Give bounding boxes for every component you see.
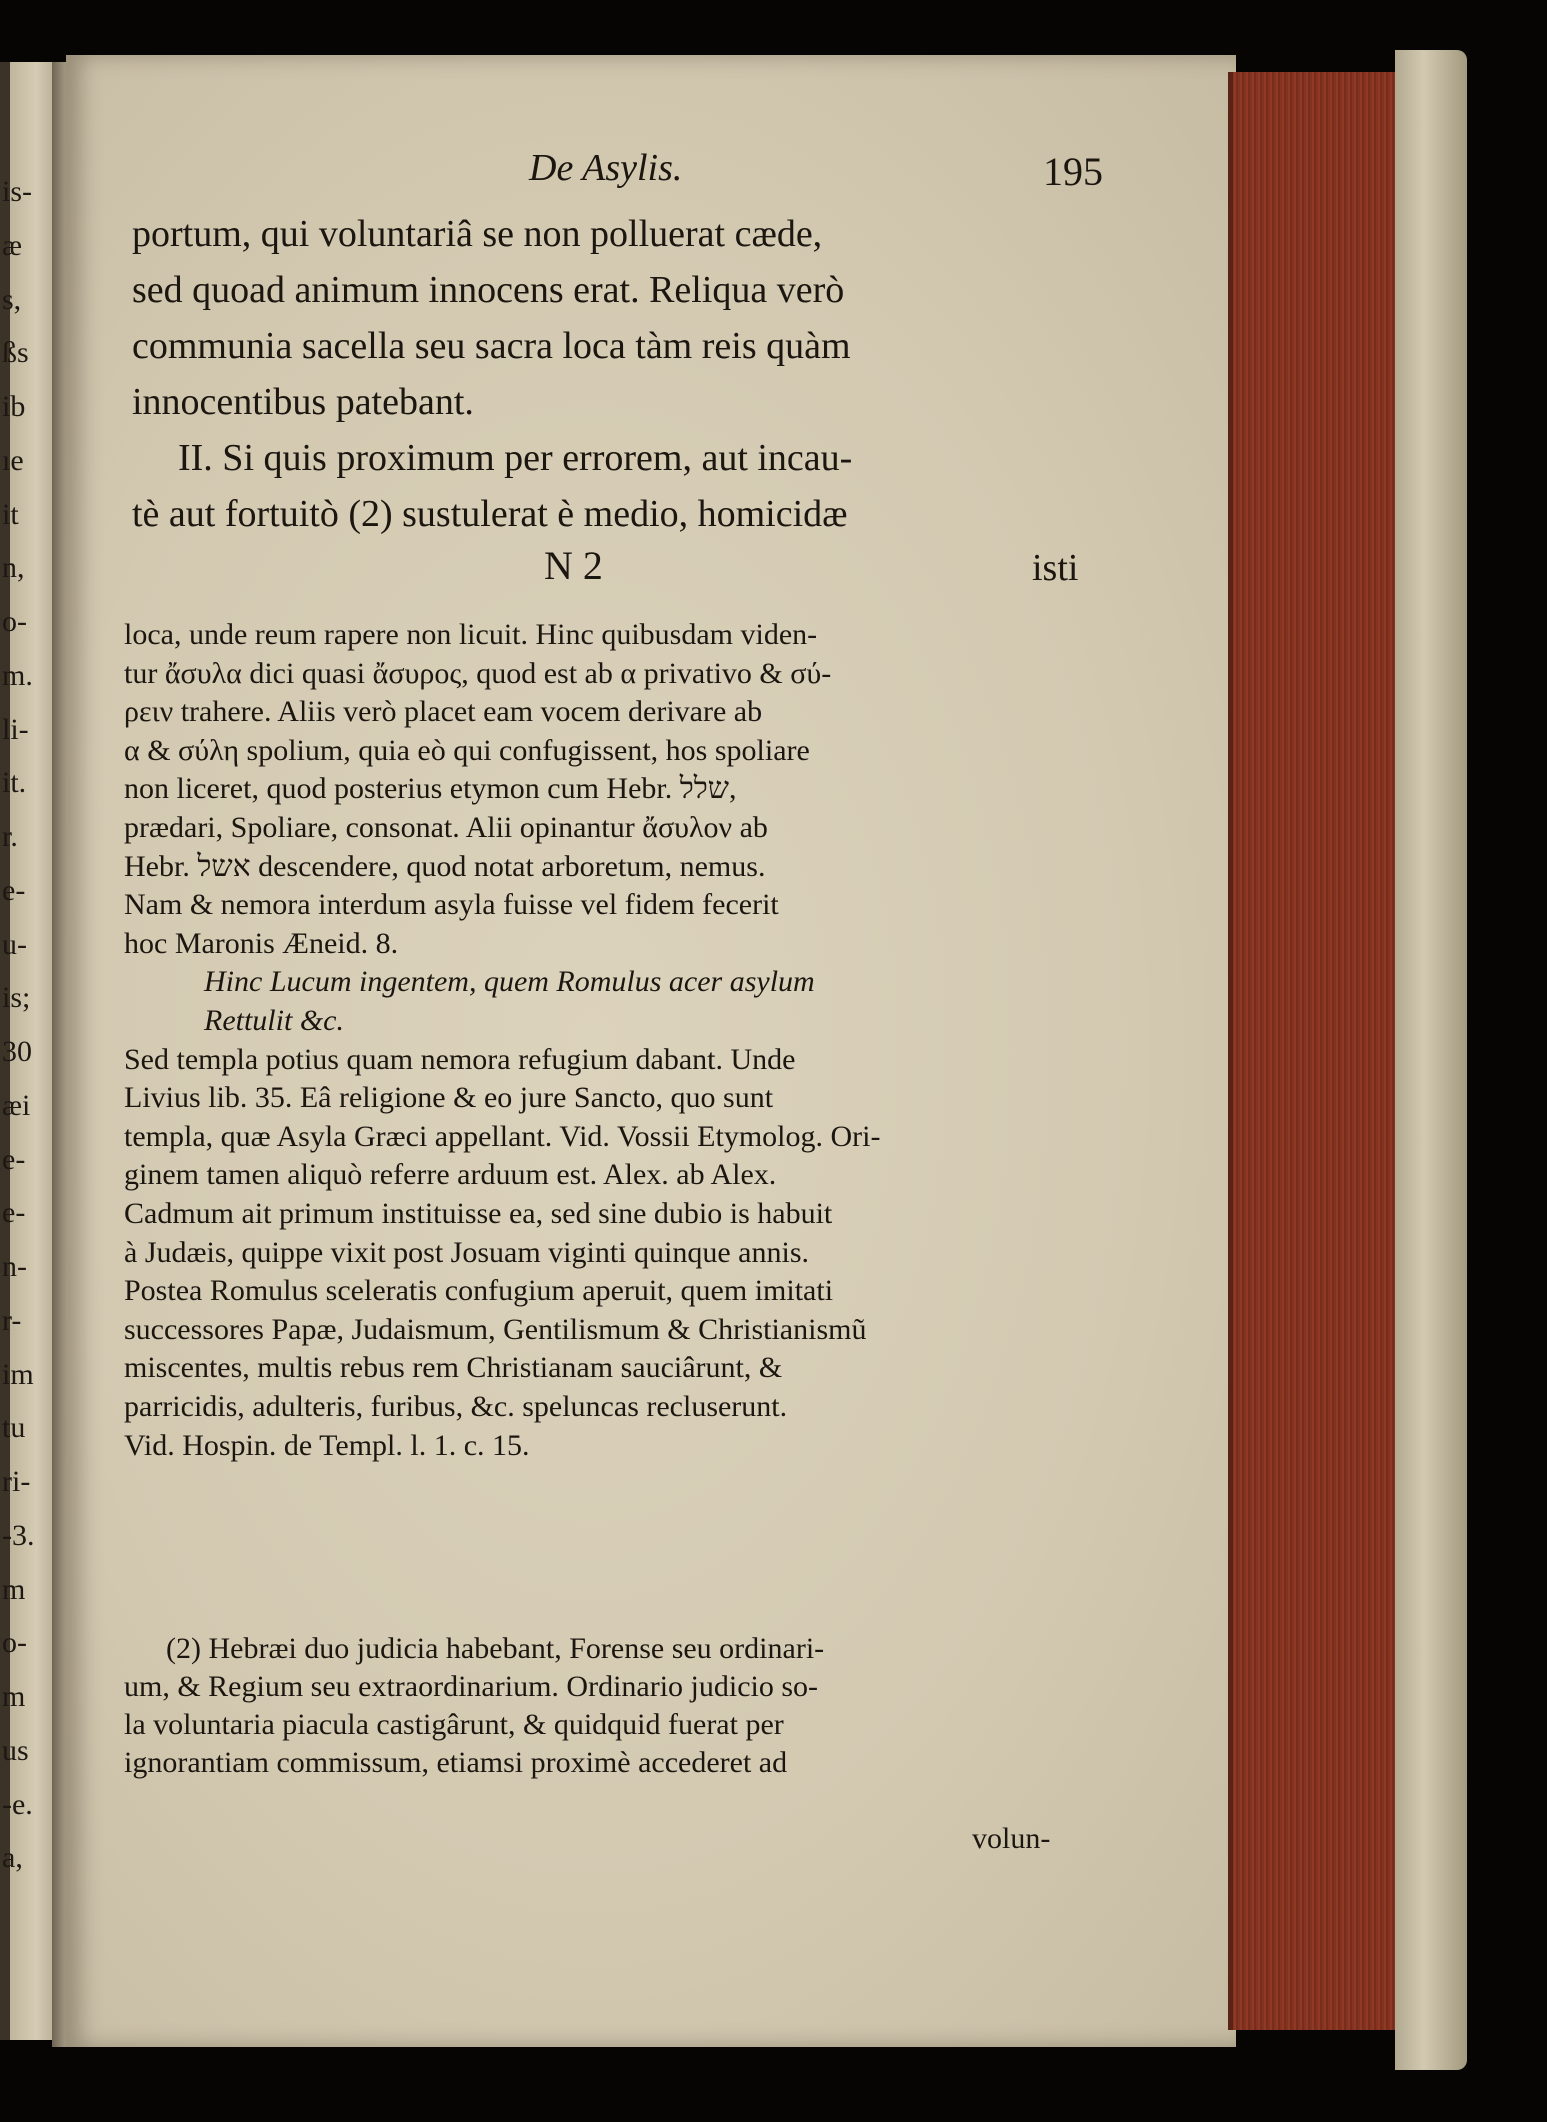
catchword-bottom: volun- — [972, 1822, 1051, 1855]
facing-page-margin-fragment: 30 — [2, 1035, 32, 1068]
facing-page-margin-fragment: it — [2, 497, 19, 531]
foot-text-line: (2) Hebræi duo judicia habebant, Forense seu ordinari- — [166, 1632, 825, 1665]
facing-page-margin-fragment: li- — [2, 712, 29, 746]
note-text-line: Hebr. אשל descendere, quod notat arboretum, nemus. — [124, 849, 766, 883]
facing-page-margin-fragment: ri- — [2, 1465, 31, 1498]
note-text-line: ρειν trahere. Aliis verò placet eam vocem derivare ab — [124, 695, 763, 729]
facing-page-margin-fragment: is; — [2, 981, 31, 1015]
note-text-line: α & σύλη spolium, quia eò qui confugissent, hos spoliare — [124, 733, 810, 767]
facing-page-margin-fragment: ıe — [2, 443, 24, 477]
note-text-line: templa, quæ Asyla Græci appellant. Vid. Vossii Etymolog. Ori- — [124, 1119, 881, 1153]
note-text-line: parricidis, adulteris, furibus, &c. speluncas recluserunt. — [124, 1390, 788, 1423]
facing-page-margin-fragment: im — [2, 1357, 34, 1391]
body-text-line: innocentibus patebant. — [132, 381, 474, 423]
body-text-line: portum, qui voluntariâ se non polluerat cæde, — [132, 213, 823, 255]
facing-page-margin-fragment: us — [2, 1733, 29, 1767]
book-cover-board — [1395, 50, 1467, 2070]
note-text-line: hoc Maronis Æneid. 8. — [124, 926, 399, 960]
note-text-line: Cadmum ait primum instituisse ea, sed sine dubio is habuit — [124, 1197, 833, 1230]
page-number: 195 — [1043, 149, 1103, 194]
note-text-line: non liceret, quod posterius etymon cum Hebr. שלל, — [124, 772, 737, 806]
note-text-line: Rettulit &c. — [204, 1004, 344, 1037]
note-text-line: successores Papæ, Judaismum, Gentilismum & Christianismũ — [124, 1312, 867, 1346]
facing-page-margin-fragment: u- — [2, 927, 27, 961]
catchword-top: isti — [1032, 547, 1079, 589]
note-text-line: Nam & nemora interdum asyla fuisse vel fidem fecerit — [124, 888, 779, 922]
facing-page-margin-fragment: m — [2, 1572, 26, 1606]
foot-text-line: ignorantiam commissum, etiamsi proximè accederet ad — [124, 1746, 788, 1779]
foot-text-line: um, & Regium seu extraordinarium. Ordinario judicio so- — [124, 1670, 819, 1703]
body-text-line: sed quoad animum innocens erat. Reliqua verò — [132, 269, 845, 311]
note-text-line: à Judæis, quippe vixit post Josuam viginti quinque annis. — [124, 1235, 809, 1269]
note-text-line: ginem tamen aliquò referre arduum est. Alex. ab Alex. — [124, 1158, 777, 1192]
facing-page-margin-fragment: m. — [2, 658, 33, 692]
facing-page-margin-fragment: r- — [2, 1303, 22, 1337]
signature-mark: N 2 — [544, 543, 603, 588]
note-text-line: miscentes, multis rebus rem Christianam sauciârunt, & — [124, 1351, 783, 1385]
facing-page-margin-fragment: ib — [2, 390, 26, 423]
note-text-line: Sed templa potius quam nemora refugium dabant. Unde — [124, 1042, 796, 1076]
facing-page-margin-fragment: o- — [2, 605, 27, 638]
body-text-line: tè aut fortuitò (2) sustulerat è medio, homicidæ — [132, 493, 848, 535]
note-text-line: Postea Romulus sceleratis confugium aperuit, quem imitati — [124, 1274, 834, 1308]
note-text-line: Vid. Hospin. de Templ. l. 1. c. 15. — [124, 1428, 530, 1462]
note-text-line: loca, unde reum rapere non licuit. Hinc quibusdam viden- — [124, 618, 818, 651]
facing-page-margin-fragment: n, — [2, 551, 25, 585]
note-text-line: Livius lib. 35. Eâ religione & eo jure Sancto, quo sunt — [124, 1081, 774, 1115]
facing-page-margin-fragment: m — [2, 1680, 26, 1713]
facing-page-margin-fragment: e- — [2, 1142, 26, 1176]
page-edges — [1228, 72, 1411, 2030]
facing-page-margin-fragment: æi — [2, 1088, 31, 1122]
facing-page-margin-fragment: -e. — [2, 1787, 33, 1821]
facing-page-margin-fragment: æ — [2, 228, 23, 262]
body-text-line: communia sacella seu sacra loca tàm reis quàm — [132, 325, 851, 367]
facing-page-margin-fragment: s, — [2, 282, 22, 316]
note-text-line: tur ἄσυλα dici quasi ἄσυρος, quod est ab α privativo & σύ- — [124, 656, 832, 690]
facing-page-margin-fragment: -3. — [2, 1518, 35, 1552]
facing-page-margin-fragment: ßs — [2, 336, 29, 370]
facing-page-margin-fragment: is- — [2, 175, 32, 208]
running-head: De Asylis. — [529, 147, 683, 189]
facing-page-margin-fragment: tu — [2, 1411, 26, 1445]
foot-text-line: la voluntaria piacula castigârunt, & quidquid fuerat per — [124, 1708, 784, 1741]
note-text-line: prædari, Spoliare, consonat. Alii opinantur ἄσυλον ab — [124, 811, 768, 844]
facing-page-margin-fragment: e- — [2, 873, 26, 907]
facing-page-margin-fragment: r. — [2, 820, 18, 853]
body-text-line: II. Si quis proximum per errorem, aut incau- — [178, 437, 853, 479]
facing-page-margin-fragment: it. — [2, 766, 27, 800]
facing-page-margin-fragment: e- — [2, 1196, 26, 1230]
note-text-line: Hinc Lucum ingentem, quem Romulus acer asylum — [204, 965, 815, 999]
facing-page-margin-fragment: o- — [2, 1626, 27, 1660]
facing-page-margin-fragment: n- — [2, 1250, 27, 1283]
facing-page-margin-fragment: a, — [2, 1841, 23, 1875]
